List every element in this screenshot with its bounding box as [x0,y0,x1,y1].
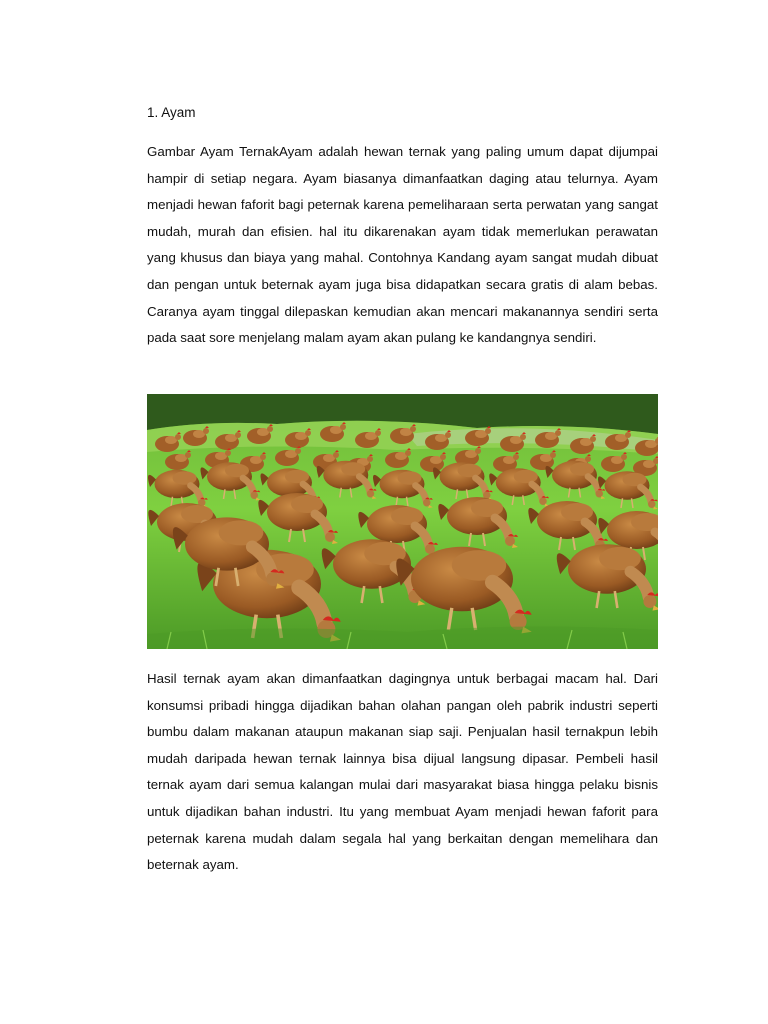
paragraph-intro: Gambar Ayam TernakAyam adalah hewan ternak yang paling umum dapat dijumpai hampir di setiap negara. Ayam biasanya dimanfaatkan daging atau telurnya. Ayam menjadi hewan faforit bagi peternak karena pemeliharaan serta perwatan yang sangat mudah, murah dan efisien. hal itu dikarenakan ayam tidak memerlukan perawatan yang khusus dan biaya yang mahal. Contohnya Kandang ayam sangat mudah dibuat dan pengan untuk beternak ayam juga bisa didapatkan secara gratis di alam bebas. Caranya ayam tinggal dilepaskan kemudian akan mencari makanannya sendiri serta pada saat sore menjelang malam ayam akan pulang ke kandangnya sendiri. [147,144,658,346]
paragraph-results: Hasil ternak ayam akan dimanfaatkan dagingnya untuk berbagai macam hal. Dari konsumsi pribadi hingga dijadikan bahan olahan pangan oleh pabrik industri seperti bumbu dalam makanan ataupun makanan siap saji. Penjualan hasil ternakpun lebih mudah daripada hewan ternak lainnya bisa dijual langsung dipasar. Pembeli hasil ternak ayam dari semua kalangan mulai dari masyarakat biasa hingga pelaku bisnis untuk dijadikan bahan industri. Itu yang membuat Ayam menjadi hewan faforit para peternak karena mudah dalam segala hal yang berkaitan dengan memelihara dan beternak ayam. [147,671,658,873]
chicken-farm-photo [147,394,658,649]
chicken-photo-illustration [147,394,658,649]
section-heading: 1. Ayam [147,105,196,120]
